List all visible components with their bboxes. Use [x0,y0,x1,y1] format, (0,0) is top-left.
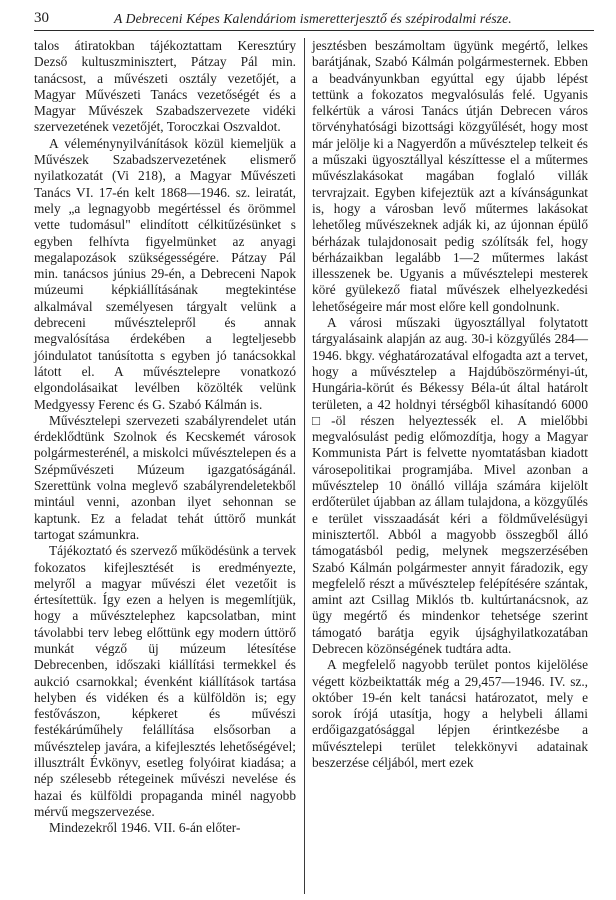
left-paragraph-3: Művésztelepi szervezeti szabályrendelet után érdeklődtünk Szolnok és Kecskemét városok polgármesterénél, a miskolci művésztelepen és a Szépművészeti Múzeum igazgatóságánál. Szerettünk volna meglevő szabályrendeletekből mintául venni, azonban ilyet sehonnan se kaptunk. Ez a feladat tehát úttörő munkát tartogat számunkra. [34,412,296,542]
left-paragraph-2: A véleménynyilvánítások közül kiemeljük a Művészek Szabadszervezetének elismerő nyilatkozatát (Vi 218), a Magyar Művészeti Tanács VI. 17-én kelt 1868—1946. sz. leiratát, mely „a legnagyobb megértéssel és örömmel vette tudomásul" elindított célkitűzésünket s egyben felhívta figyelmünket az anyagi megalapozások szükségességére. Pátzay Pál min. tanácsos június 29-én, a Debreceni Napok múzeumi képkiállításának megtekintése alkalmával személyesen tárgyalt velünk a debreceni művésztelepről és annak megvalósítása érdekében a legteljesebb jóindulatot tanúsította s egyben jó tanácsokkal látott el. A művésztelepre vonatkozó elgondolásaikat levélben közölték velünk Medgyessy Ferenc és G. Szabó Kálmán is. [34,135,296,412]
running-header [34,10,594,31]
left-paragraph-5: Mindezekről 1946. VII. 6-án előter- [49,820,241,836]
right-paragraph-2: A városi műszaki ügyosztállyal folytatott tárgyalásaink alapján az aug. 30-i közgyűlés 284—1946. bkgy. véghatározatával elfogadta azt a tervet, hogy a művésztelep a Hajdúböszörményi-út, Hungária-körút és Békessy Béla-út által határolt területen, a 42 holdnyi térségből kihasítandó 6000 □-öl részen helyeztessék el. A mielőbbi megvalósulást pedig előmozdítja, hogy a Magyar Kommunista Párt is felvette nyomtatásban kiadott városepolitikai programjába. Mivel azonban a művésztelep 10 önálló villája számára kijelölt erdőterület újabban az állam tulajdona, a közgyűlés e terület visszaadását kéri a földművelésügyi minisztertől. Abból a magyobb összegből álló támogatásból pedig, melynek megszerzésében Szabó Kálmán polgármester annyit fáradozik, egy megfelelő részt a művésztelep felépítésére szántak, amint azt Csillag Miklós tb. kultúrtanácsnok, az ügy megértő és mindenkor tehetsége szerint támogató barátja egyik újsághyilatkozatában Debrecen közönségének tudtára adta. [312,315,588,656]
column-divider [304,38,305,894]
left-paragraph-1: talos átiratokban tájékoztattam Keresztúry Dezső kultuszminisztert, Pátzay Pál min. tanácsost, a művészeti osztály vezetőjét, a Magyar Művészeti Tanács vezetőségét és a Magyar Művészek Szabadszervezete vidéki szervezetének vezetőjét, Toroczkai Oszvaldot. [34,38,296,135]
left-column [34,38,296,837]
running-title: A Debreceni Képes Kalendáriom ismeretterjesztő és szépirodalmi része. [114,11,512,26]
right-paragraph-1: jesztésben beszámoltam ügyünk megértő, lelkes barátjának, Szabó Kálmán polgármesternek. Ebben a beadványunkban egyúttal egy újabb lépést tettünk a fokozatos megvalósulás felé. Ugyanis felkértük a városi Tanács útján Debrecen város törvényhatósági bizottsági közgyűlését, hogy most már jelölje ki a Nagyerdőn a művésztelep telkeit és a műszaki ügyosztállyal készíttesse el a műtermes művészlakásokat magában foglaló villák tervrajzait. Egyben kifejeztük azt a kívánságunkat is, hogy a városban levő műtermes lakásokat lehetőleg művészeknek adják ki, az újonnan épülő bérházak tulajdonosait pedig szólítsák fel, hogy bérházaikban legalább 1—2 műtermes lakást illesszenek be. Ugyanis a művésztelepi mesterek köré gyülekező fiatal művészek elhelyezkedési lehetőségeire már most előre kell gondolnunk. [312,38,588,314]
page-number: 30 [34,10,49,26]
left-paragraph-4: Tájékoztató és szervező működésünk a tervek fokozatos kifejlesztését is eredményezte, melyről a magyar művészi élet vezetőit is értesítettük. Így ezen a helyen is megemlítjük, hogy a művésztelephez kapcsolatban, mint távolabbi terv lebeg előttünk egy modern úttörő munkát végző üj múzeum létesítése Debrecenben, időszaki kiállítási termekkel és aukció csarnokkal; évenként kiállítások tartása helyben és vidéken és a külföldön is; egy festővászon, képkeret és művészi festékárúműhely felállítása elsősorban a művésztelep javára, a kifejlesztés lehetőségével; illusztrált Évkönyv, esetleg folyóirat kiadása; a nép szélesebb rétegeinek művészi nevelése és hazai és külföldi propaganda minél nagyobb mérvű megszervezése. [34,543,296,819]
right-column [312,38,588,771]
right-paragraph-3: A megfelelő nagyobb terület pontos kijelölése végett közbeiktatták még a 29,457—1946. IV. sz., október 19-én kelt tanácsi határozatot, mely e sorok írójá utasítja, hogy a helybeli állami erdőigazgatósággal lépjen érintkezésbe a művésztelepi terület telekkönyvi adatainak beszerzése céljából, mert ezek [312,657,588,771]
